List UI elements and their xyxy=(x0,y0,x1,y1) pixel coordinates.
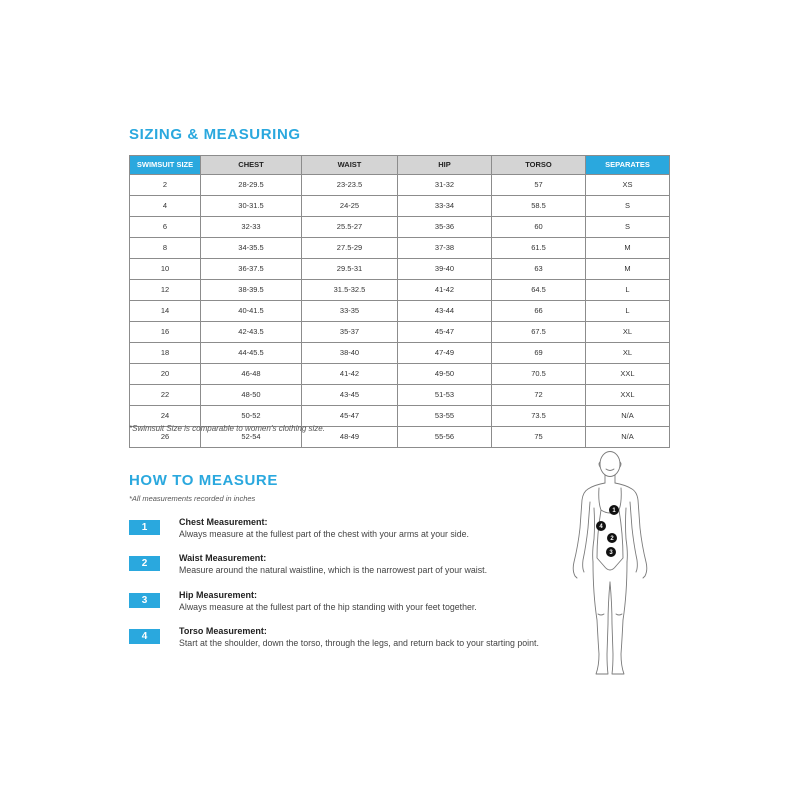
table-cell: 72 xyxy=(492,385,586,406)
table-cell: 36-37.5 xyxy=(201,259,302,280)
table-cell: 18 xyxy=(130,343,201,364)
table-cell: XL xyxy=(586,322,670,343)
table-cell: 4 xyxy=(130,196,201,217)
table-cell: 33-35 xyxy=(302,301,398,322)
table-cell: XS xyxy=(586,175,670,196)
table-cell: 2 xyxy=(130,175,201,196)
table-cell: 61.5 xyxy=(492,238,586,259)
table-cell: 38-39.5 xyxy=(201,280,302,301)
body-outline xyxy=(573,452,647,675)
step-description: Always measure at the fullest part of the chest with your arms at your side. xyxy=(179,529,469,539)
step-waist xyxy=(129,553,569,589)
table-cell: N/A xyxy=(586,406,670,427)
step-title: Chest Measurement: xyxy=(179,517,268,527)
table-cell: 75 xyxy=(492,427,586,448)
table-cell: 67.5 xyxy=(492,322,586,343)
table-row xyxy=(130,301,670,322)
table-cell: S xyxy=(586,196,670,217)
svg-text:1: 1 xyxy=(612,508,616,515)
table-cell: 48-49 xyxy=(302,427,398,448)
table-cell: 6 xyxy=(130,217,201,238)
step-torso xyxy=(129,626,569,662)
step-description: Measure around the natural waistline, which is the narrowest part of your waist. xyxy=(179,565,488,575)
table-cell: 22 xyxy=(130,385,201,406)
step-number-badge: 2 xyxy=(129,556,160,571)
sizing-title: SIZING & MEASURING xyxy=(129,126,301,143)
table-cell: S xyxy=(586,217,670,238)
column-header: SWIMSUIT SIZE xyxy=(130,156,201,175)
table-cell: M xyxy=(586,259,670,280)
table-cell: 46-48 xyxy=(201,364,302,385)
table-cell: 43-44 xyxy=(398,301,492,322)
table-cell: 45-47 xyxy=(398,322,492,343)
column-header: CHEST xyxy=(201,156,302,175)
table-row xyxy=(130,196,670,217)
table-cell: 31-32 xyxy=(398,175,492,196)
step-description: Always measure at the fullest part of the hip standing with your feet together. xyxy=(179,602,477,612)
table-cell: XXL xyxy=(586,364,670,385)
table-cell: 25.5-27 xyxy=(302,217,398,238)
table-cell: 35-36 xyxy=(398,217,492,238)
measurement-units-note: *All measurements recorded in inches xyxy=(129,494,256,503)
svg-text:3: 3 xyxy=(609,550,613,557)
table-cell: 52-54 xyxy=(201,427,302,448)
table-row xyxy=(130,343,670,364)
table-cell: 8 xyxy=(130,238,201,259)
table-cell: 55-56 xyxy=(398,427,492,448)
how-to-measure-title: HOW TO MEASURE xyxy=(129,472,278,489)
column-header: SEPARATES xyxy=(586,156,670,175)
step-chest xyxy=(129,517,569,553)
table-cell: 49-50 xyxy=(398,364,492,385)
step-number-badge: 3 xyxy=(129,593,160,608)
table-cell: N/A xyxy=(586,427,670,448)
table-cell: 24 xyxy=(130,406,201,427)
table-cell: 30-31.5 xyxy=(201,196,302,217)
table-cell: 12 xyxy=(130,280,201,301)
table-row xyxy=(130,385,670,406)
table-cell: 10 xyxy=(130,259,201,280)
table-cell: 39-40 xyxy=(398,259,492,280)
table-cell: 37-38 xyxy=(398,238,492,259)
step-title: Waist Measurement: xyxy=(179,553,267,563)
svg-text:4: 4 xyxy=(599,524,603,531)
table-row xyxy=(130,322,670,343)
table-row xyxy=(130,217,670,238)
table-cell: 57 xyxy=(492,175,586,196)
column-header: HIP xyxy=(398,156,492,175)
table-cell: 69 xyxy=(492,343,586,364)
step-description: Start at the shoulder, down the torso, through the legs, and return back to your starting point. xyxy=(179,638,539,648)
table-cell: 38-40 xyxy=(302,343,398,364)
step-number-badge: 4 xyxy=(129,629,160,644)
table-row xyxy=(130,280,670,301)
table-row xyxy=(130,364,670,385)
table-cell: 66 xyxy=(492,301,586,322)
table-cell: 42-43.5 xyxy=(201,322,302,343)
table-cell: 47-49 xyxy=(398,343,492,364)
table-cell: 41-42 xyxy=(398,280,492,301)
table-cell: 70.5 xyxy=(492,364,586,385)
measure-marker-chest xyxy=(609,505,619,515)
table-cell: 31.5-32.5 xyxy=(302,280,398,301)
measure-marker-waist xyxy=(607,533,617,543)
step-hip xyxy=(129,590,569,626)
table-cell: L xyxy=(586,280,670,301)
measure-marker-torso xyxy=(596,521,606,531)
table-cell: 58.5 xyxy=(492,196,586,217)
size-chart-table xyxy=(129,155,670,448)
measure-marker-hip xyxy=(606,547,616,557)
table-cell: 41-42 xyxy=(302,364,398,385)
step-title: Hip Measurement: xyxy=(179,590,258,600)
table-cell: 51-53 xyxy=(398,385,492,406)
column-header: WAIST xyxy=(302,156,398,175)
table-row xyxy=(130,259,670,280)
table-cell: XXL xyxy=(586,385,670,406)
table-cell: 44-45.5 xyxy=(201,343,302,364)
table-cell: 50-52 xyxy=(201,406,302,427)
body-figure-illustration xyxy=(560,444,670,684)
table-cell: 64.5 xyxy=(492,280,586,301)
table-cell: 43-45 xyxy=(302,385,398,406)
table-cell: 45-47 xyxy=(302,406,398,427)
table-row xyxy=(130,238,670,259)
table-cell: 27.5-29 xyxy=(302,238,398,259)
table-cell: 24-25 xyxy=(302,196,398,217)
table-cell: 48-50 xyxy=(201,385,302,406)
table-cell: 35-37 xyxy=(302,322,398,343)
table-cell: 60 xyxy=(492,217,586,238)
table-cell: XL xyxy=(586,343,670,364)
table-cell: 32-33 xyxy=(201,217,302,238)
table-cell: 33-34 xyxy=(398,196,492,217)
table-cell: 34-35.5 xyxy=(201,238,302,259)
table-cell: 16 xyxy=(130,322,201,343)
table-cell: 14 xyxy=(130,301,201,322)
table-cell: 23-23.5 xyxy=(302,175,398,196)
table-cell: 29.5-31 xyxy=(302,259,398,280)
table-header-row xyxy=(130,156,670,175)
table-cell: L xyxy=(586,301,670,322)
size-footnote: *Swimsuit Size is comparable to women’s clothing size. xyxy=(129,424,325,433)
svg-text:2: 2 xyxy=(610,536,614,543)
table-cell: 40-41.5 xyxy=(201,301,302,322)
table-cell: 20 xyxy=(130,364,201,385)
table-cell: 53-55 xyxy=(398,406,492,427)
table-cell: 26 xyxy=(130,427,201,448)
step-title: Torso Measurement: xyxy=(179,626,267,636)
table-cell: 63 xyxy=(492,259,586,280)
table-row xyxy=(130,175,670,196)
table-cell: 28-29.5 xyxy=(201,175,302,196)
table-cell: M xyxy=(586,238,670,259)
column-header: TORSO xyxy=(492,156,586,175)
table-cell: 73.5 xyxy=(492,406,586,427)
step-number-badge: 1 xyxy=(129,520,160,535)
